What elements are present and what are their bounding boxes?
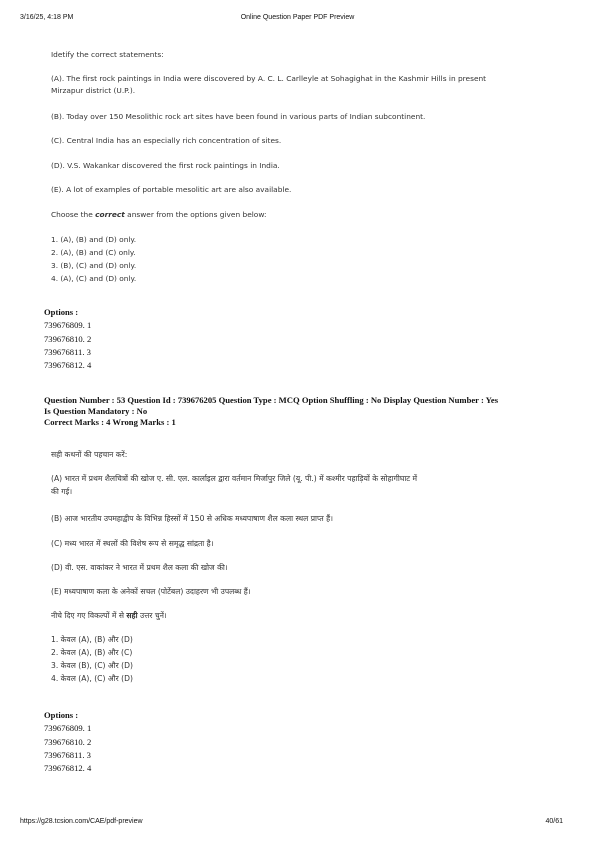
option-id: 739676809. 1 bbox=[44, 723, 92, 734]
option-id: 739676810. 2 bbox=[44, 333, 92, 344]
statement-c: (C). Central India has an especially rich concentration of sites. bbox=[51, 136, 282, 145]
options-label: Options : bbox=[44, 710, 79, 720]
meta-line: Is Question Mandatory : No bbox=[44, 406, 148, 416]
footer-url: https://g28.tcsion.com/CAE/pdf-preview bbox=[20, 818, 143, 825]
answer-option: 3. केवल (B), (C) और (D) bbox=[51, 661, 133, 670]
header-datetime: 3/16/25, 4:18 PM bbox=[20, 14, 74, 21]
question-prompt: Idetify the correct statements: bbox=[51, 50, 164, 59]
option-id: 739676809. 1 bbox=[44, 320, 92, 331]
answer-option: 2. (A), (B) and (C) only. bbox=[51, 248, 136, 257]
statement-e: (E). A lot of examples of portable mesolitic art are also available. bbox=[51, 185, 292, 194]
answer-option: 3. (B), (C) and (D) only. bbox=[51, 261, 137, 270]
answer-option: 1. केवल (A), (B) और (D) bbox=[51, 635, 133, 644]
question-meta bbox=[44, 395, 564, 428]
answer-option: 2. केवल (A), (B) और (C) bbox=[51, 648, 133, 657]
option-id: 739676812. 4 bbox=[44, 360, 92, 371]
meta-line: Question Number : 53 Question Id : 739676205 Question Type : MCQ Option Shuffling : No Display Question Number : Yes bbox=[44, 395, 499, 405]
statement-d-hindi: (D) वी. एस. वाकांकर ने भारत में प्रथम शैल कला की खोज की। bbox=[51, 563, 228, 572]
statement-d: (D). V.S. Wakankar discovered the first rock paintings in India. bbox=[51, 161, 280, 170]
page-header bbox=[20, 14, 575, 26]
option-id: 739676811. 3 bbox=[44, 749, 91, 760]
options-block-2 bbox=[44, 709, 91, 775]
choose-instruction: Choose the correct answer from the options given below: bbox=[51, 210, 267, 219]
page-number: 40/61 bbox=[545, 818, 563, 825]
statement-e-hindi: (E) मध्यपाषाण कला के अनेकों सचल (पोर्टेबल) उदाहरण भी उपलब्ध हैं। bbox=[51, 587, 251, 596]
answer-option: 4. केवल (A), (C) और (D) bbox=[51, 674, 133, 683]
answer-option: 1. (A), (B) and (D) only. bbox=[51, 235, 137, 244]
meta-line: Correct Marks : 4 Wrong Marks : 1 bbox=[44, 417, 176, 427]
answer-options-english bbox=[51, 233, 136, 285]
option-id: 739676812. 4 bbox=[44, 763, 92, 774]
option-id: 739676810. 2 bbox=[44, 736, 92, 747]
statement-b: (B). Today over 150 Mesolithic rock art sites have been found in various parts of Indian subcontinent. bbox=[51, 112, 426, 121]
statement-c-hindi: (C) मध्य भारत में स्थलों की विशेष रूप से समृद्ध सांद्रता है। bbox=[51, 539, 214, 548]
choose-instruction-hindi: नीचे दिए गए विकल्पों में से सही उत्तर चुनें। bbox=[51, 611, 167, 620]
statement-a: (A). The first rock paintings in India were discovered by A. C. L. Carlleyle at Sohagighat in the Kashmir Hills in present bbox=[51, 74, 487, 83]
statement-b-hindi: (B) आज भारतीय उपमहाद्वीप के विभिन्न हिस्सों में 150 से अधिक मध्यपाषाण शैल कला स्थल प्राप्त हैं। bbox=[51, 514, 333, 523]
options-label: Options : bbox=[44, 307, 79, 317]
page-footer bbox=[20, 818, 575, 830]
options-block-1 bbox=[44, 306, 91, 372]
header-title: Online Question Paper PDF Preview bbox=[240, 14, 355, 21]
statement-a-hindi-cont: की गई। bbox=[51, 487, 73, 496]
statement-a-cont: Mirzapur district (U.P.). bbox=[51, 86, 136, 95]
answer-options-hindi bbox=[51, 633, 133, 685]
option-id: 739676811. 3 bbox=[44, 346, 91, 357]
statement-a-hindi: (A) भारत में प्रथम शैलचित्रों की खोज ए. सी. एल. कार्लाइल द्वारा वर्तमान मिर्जापुर जिले (यू. पी.) में कश्मीर पहाड़ियों के सोहागीघाट में bbox=[51, 474, 418, 483]
question-prompt-hindi: सही कथनों की पहचान करें: bbox=[51, 450, 128, 459]
answer-option: 4. (A), (C) and (D) only. bbox=[51, 274, 137, 283]
